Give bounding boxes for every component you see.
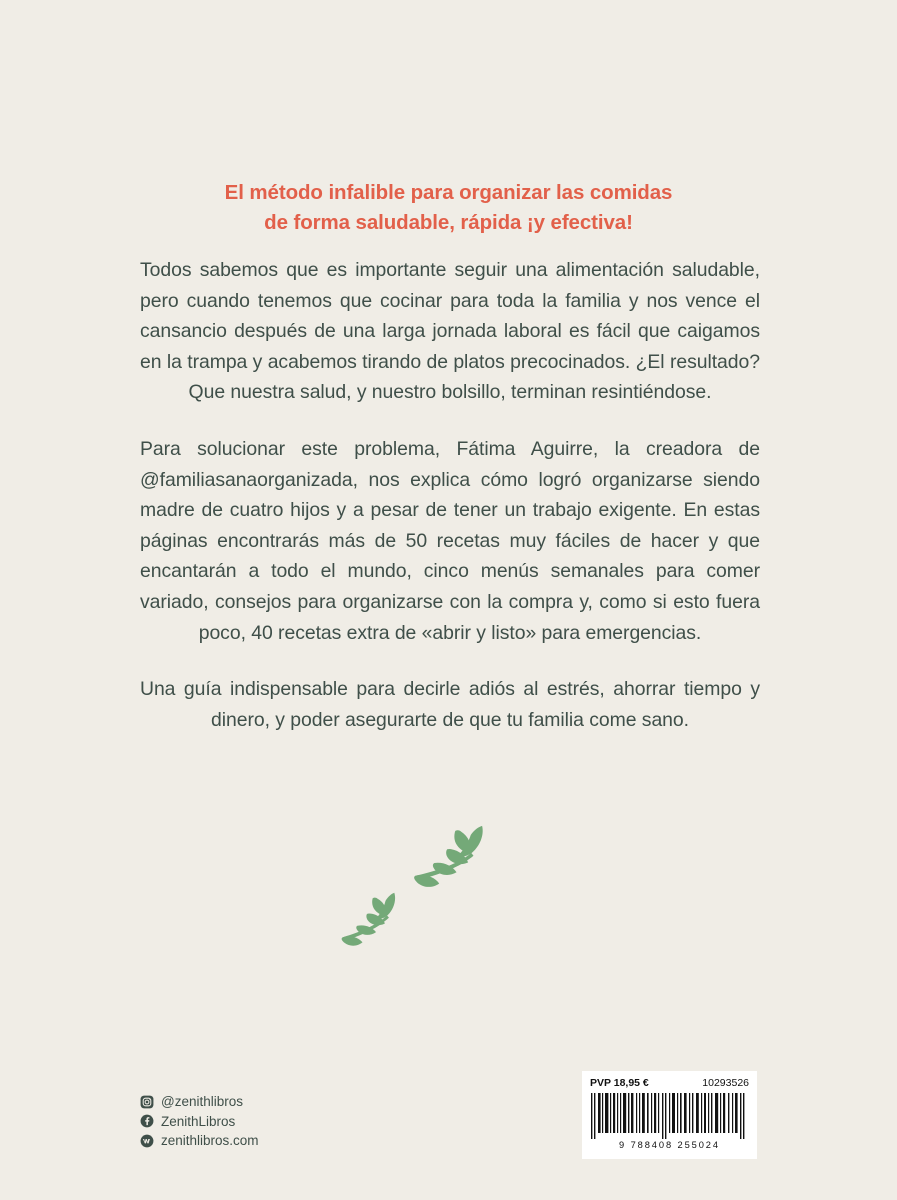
social-links: [140, 1092, 259, 1151]
facebook-icon: [140, 1114, 154, 1128]
headline-line-2: de forma saludable, rápida ¡y efectiva!: [264, 211, 633, 234]
page-title: [140, 178, 757, 238]
barcode-header: [590, 1077, 749, 1089]
social-row-website[interactable]: [140, 1131, 259, 1151]
arugula-leaves-illustration: [340, 810, 560, 990]
instagram-icon: [140, 1095, 154, 1109]
blurb-paragraph-1: Todos sabemos que es importante seguir una alimentación saludable, pero cuando tenemos que cocinar para toda la familia y nos vence el cansancio después de una larga jornada laboral es fácil que caigamos en la trampa y acabemos tirando de platos precocinados. ¿El resultado? Que nuestra salud, y nuestro bolsillo, terminan resintiéndose.: [140, 259, 760, 404]
isbn-digits: 9 788408 255024: [619, 1140, 720, 1150]
barcode-block: [582, 1071, 757, 1159]
barcode-bars: [590, 1093, 749, 1139]
blurb-text: [140, 255, 760, 735]
blurb-paragraph-3: Una guía indispensable para decirle adiós al estrés, ahorrar tiempo y dinero, y poder asegurarte de que tu familia come sano.: [140, 678, 760, 731]
blurb-paragraph-2: Para solucionar este problema, Fátima Aguirre, la creadora de @familiasanaorganizada, nos explica cómo logró organizarse siendo madre de cuatro hijos y a pesar de tener un trabajo exigente. En estas páginas encontrarás más de 50 recetas muy fáciles de hacer y que encantarán a todo el mundo, cinco menús semanales para comer variado, consejos para organizarse con la compra y, como si esto fuera poco, 40 recetas extra de «abrir y listo» para emergencias.: [140, 437, 760, 644]
web-icon: [140, 1134, 154, 1148]
price-label: PVP 18,95 €: [590, 1077, 649, 1089]
social-row-facebook[interactable]: [140, 1112, 259, 1132]
social-label-facebook: ZenithLibros: [161, 1113, 236, 1129]
social-label-instagram: @zenithlibros: [161, 1094, 243, 1109]
social-label-website: zenithlibros.com: [161, 1133, 259, 1148]
headline-line-1: El método infalible para organizar las comidas: [224, 181, 673, 204]
social-row-instagram[interactable]: [140, 1092, 259, 1112]
sku-label: 10293526: [702, 1077, 749, 1089]
